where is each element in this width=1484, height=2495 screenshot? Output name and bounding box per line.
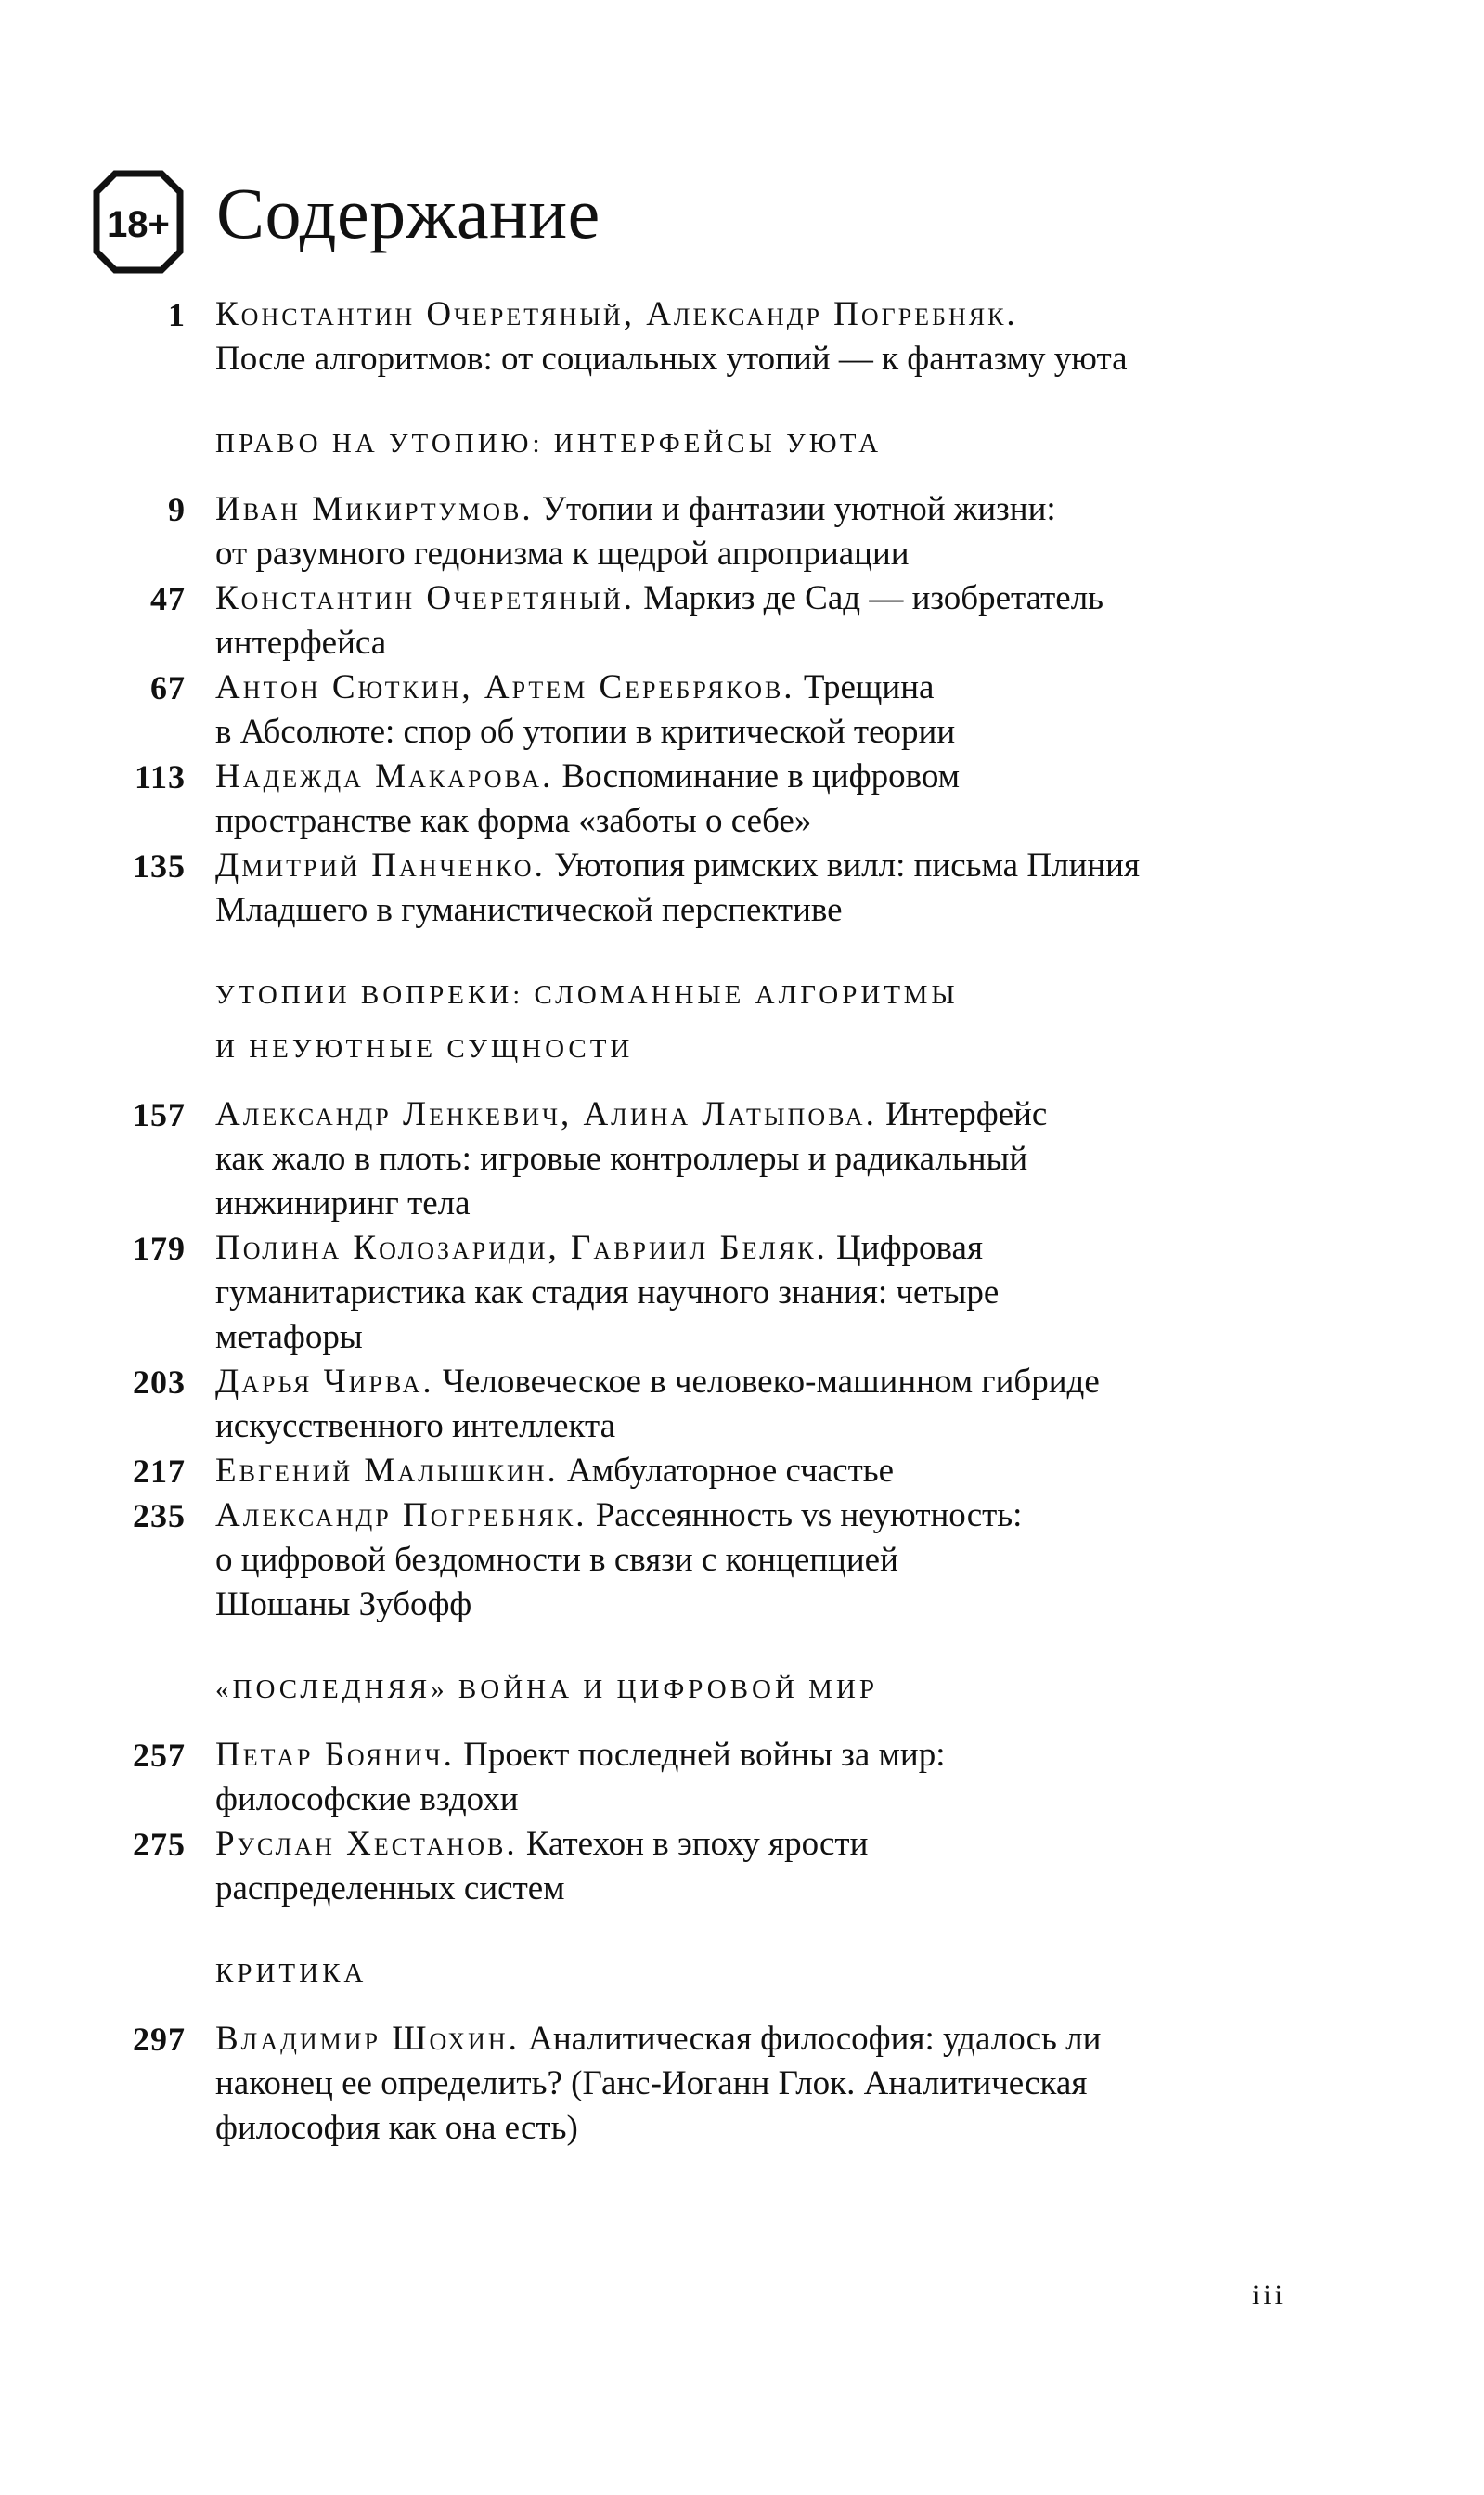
entry-line: от разумного гедонизма к щедрой апроприации <box>215 535 910 573</box>
page-number: 297 <box>133 2021 186 2058</box>
toc-entry <box>0 487 1484 576</box>
page-number: 67 <box>150 669 186 706</box>
page-number: 235 <box>133 1497 186 1534</box>
entry-line: После алгоритмов: от социальных утопий — к фантазму уюта <box>215 340 1128 378</box>
entry-title: Трещина <box>794 668 935 706</box>
age-rating-badge <box>93 170 184 274</box>
entry-line: распределенных систем <box>215 1869 565 1907</box>
author-names: Евгений Малышкин. <box>215 1452 559 1490</box>
author-names: Константин Очеретяный, Александр Погребняк. <box>215 295 1018 333</box>
page-number: 179 <box>133 1230 186 1267</box>
author-names: Иван Микиртумов. <box>215 490 534 528</box>
entry-title: Рассеянность vs неуютность: <box>587 1496 1023 1534</box>
toc-entry <box>0 1493 1484 1627</box>
toc-entry <box>0 1822 1484 1911</box>
page-number: 135 <box>133 847 186 885</box>
author-names: Полина Колозариди, Гавриил Беляк. <box>215 1229 828 1267</box>
author-names: Александр Ленкевич, Алина Латыпова. <box>215 1095 877 1133</box>
section-heading-line: КРИТИКА <box>215 1959 368 1988</box>
author-names: Владимир Шохин. <box>215 2020 520 2058</box>
author-names: Надежда Макарова. <box>215 757 554 795</box>
section-heading-line: И НЕУЮТНЫЕ СУЩНОСТИ <box>215 1034 634 1064</box>
toc-entry <box>0 844 1484 933</box>
entry-title: Цифровая <box>827 1229 983 1267</box>
author-names: Петар Боянич. <box>215 1736 455 1774</box>
page-number: 9 <box>168 491 186 528</box>
toc-sections <box>0 417 1484 2151</box>
table-of-contents <box>0 292 1484 2151</box>
toc-entry <box>0 1733 1484 1822</box>
entry-line: наконец ее определить? (Ганс-Иоганн Глок. Аналитическая <box>215 2064 1088 2102</box>
section-heading <box>0 1662 1484 1716</box>
toc-entry <box>0 292 1484 381</box>
page-number: 275 <box>133 1826 186 1863</box>
page-number: 217 <box>133 1453 186 1490</box>
entry-title: Уютопия римских вилл: письма Плиния <box>545 847 1140 885</box>
entry-line: гуманитаристика как стадия научного знания: четыре <box>215 1273 1000 1312</box>
entry-line: Младшего в гуманистической перспективе <box>215 891 843 929</box>
author-names: Руслан Хестанов. <box>215 1825 518 1863</box>
section-heading-line: «ПОСЛЕДНЯЯ» ВОЙНА И ЦИФРОВОЙ МИР <box>215 1674 879 1704</box>
author-names: Александр Погребняк. <box>215 1496 587 1534</box>
section-heading <box>0 968 1484 1076</box>
page-number: 113 <box>134 758 186 795</box>
entry-title: Маркиз де Сад — изобретатель <box>634 579 1104 617</box>
entry-line: Шошаны Зубофф <box>215 1585 472 1623</box>
toc-entry <box>0 1449 1484 1493</box>
section-heading <box>0 417 1484 471</box>
entry-line: интерфейса <box>215 624 387 662</box>
entry-line: о цифровой бездомности в связи с концепцией <box>215 1541 898 1579</box>
entry-title: Аналитическая философия: удалось ли <box>519 2020 1102 2058</box>
page-title: Содержание <box>216 173 600 253</box>
toc-entry <box>0 1226 1484 1360</box>
page-number: 257 <box>133 1737 186 1774</box>
entry-line: инжиниринг тела <box>215 1184 471 1222</box>
section-heading-line: УТОПИИ ВОПРЕКИ: СЛОМАННЫЕ АЛГОРИТМЫ <box>215 980 959 1010</box>
entry-line: философские вздохи <box>215 1780 519 1818</box>
toc-entry <box>0 755 1484 844</box>
entry-title: Человеческое в человеко-машинном гибриде <box>433 1363 1100 1401</box>
entry-title: Воспоминание в цифровом <box>553 757 961 795</box>
entry-title: Катехон в эпоху ярости <box>517 1825 869 1863</box>
toc-entry <box>0 666 1484 755</box>
folio-page-number: iii <box>1252 2280 1287 2310</box>
author-names: Дарья Чирва. <box>215 1363 434 1401</box>
page-number: 47 <box>150 580 186 617</box>
author-names: Константин Очеретяный. <box>215 579 635 617</box>
section-heading-line: ПРАВО НА УТОПИЮ: ИНТЕРФЕЙСЫ УЮТА <box>215 429 883 459</box>
entry-line: пространстве как форма «заботы о себе» <box>215 802 812 840</box>
entry-line: в Абсолюте: спор об утопии в критической теории <box>215 713 956 751</box>
toc-entry <box>0 1092 1484 1226</box>
entry-title: Утопии и фантазии уютной жизни: <box>533 490 1056 528</box>
toc-entry <box>0 2017 1484 2151</box>
entry-line: философия как она есть) <box>215 2109 578 2147</box>
entry-title: Проект последней войны за мир: <box>454 1736 946 1774</box>
age-rating-text: 18+ <box>107 204 170 245</box>
page-number: 203 <box>133 1364 186 1401</box>
entry-title: Интерфейс <box>876 1095 1048 1133</box>
section-heading <box>0 1946 1484 2000</box>
page-number: 157 <box>133 1096 186 1133</box>
toc-entry <box>0 576 1484 666</box>
entry-line: как жало в плоть: игровые контроллеры и радикальный <box>215 1140 1028 1178</box>
page-number: 1 <box>168 296 186 333</box>
entry-line: метафоры <box>215 1318 363 1356</box>
entry-line: искусственного интеллекта <box>215 1407 616 1445</box>
author-names: Антон Сюткин, Артем Серебряков. <box>215 668 795 706</box>
toc-entry <box>0 1360 1484 1449</box>
author-names: Дмитрий Панченко. <box>215 847 546 885</box>
entry-title: Амбулаторное счастье <box>558 1452 895 1490</box>
